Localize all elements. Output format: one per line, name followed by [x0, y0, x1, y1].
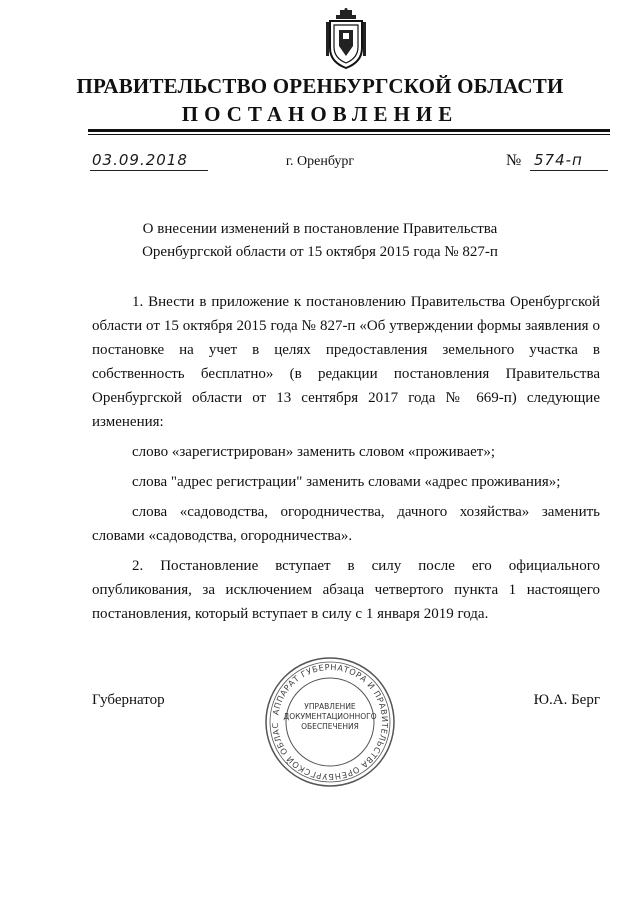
stamp-line-2: ДОКУМЕНТАЦИОННОГО — [283, 712, 377, 721]
official-stamp — [264, 656, 396, 788]
subject-line-1: О внесении изменений в постановление Правительства — [142, 221, 498, 237]
document-date: 03.09.2018 — [92, 151, 188, 169]
signatory-title: Губернатор — [92, 692, 165, 708]
number-underline — [530, 170, 608, 171]
stamp-ring-text: АППАРАТ ГУБЕРНАТОРА И ПРАВИТЕЛЬСТВА ОРЕНБУРГСКОЙ ОБЛАС — [269, 661, 391, 783]
sub-item-2: слова "адрес регистрации" заменить словами «адрес проживания»; — [132, 474, 561, 490]
document-city: г. Оренбург — [285, 154, 355, 169]
date-underline — [90, 170, 208, 171]
header-rule-thin — [88, 134, 610, 135]
government-title: ПРАВИТЕЛЬСТВО ОРЕНБУРГСКОЙ ОБЛАСТИ — [76, 74, 564, 98]
header-rule-thick — [88, 129, 610, 132]
document-number: 574-п — [534, 151, 583, 169]
stamp-line-1: УПРАВЛЕНИЕ — [304, 702, 356, 711]
stamp-line-3: ОБЕСПЕЧЕНИЯ — [301, 722, 359, 731]
document-type: ПОСТАНОВЛЕНИЕ — [181, 102, 459, 126]
coat-of-arms-icon — [326, 8, 366, 70]
stamp-center — [264, 702, 396, 732]
number-sign: № — [506, 152, 522, 169]
sub-item-1: слово «зарегистрирован» заменить словом «проживает»; — [132, 444, 496, 460]
subject-line-2: Оренбургской области от 15 октября 2015 года № 827-п — [142, 244, 498, 260]
paragraph-2: 2. Постановление вступает в силу после его официального опубликования, за исключением абзаца четвертого пункта 1 настоящего постановления, который вступает в силу с 1 января 2019 года. — [92, 558, 600, 622]
document-body — [92, 290, 600, 626]
paragraph-1: 1. Внести в приложение к постановлению Правительства Оренбургской области от 15 октября 2015 года № 827-п «Об утверждении формы заявления о постановке на учет в целях предоставления земельного участка в собственность бесплатно» (в редакции постановления Правительства Оренбургской области от 13 сентября 2017 года № 669-п) следующие изменения: — [92, 294, 600, 430]
document-subject — [0, 218, 640, 264]
signatory-name: Ю.А. Берг — [533, 692, 600, 708]
sub-item-3: слова «садоводства, огородничества, дачного хозяйства» заменить словами «садоводства, огородничества». — [92, 504, 600, 544]
